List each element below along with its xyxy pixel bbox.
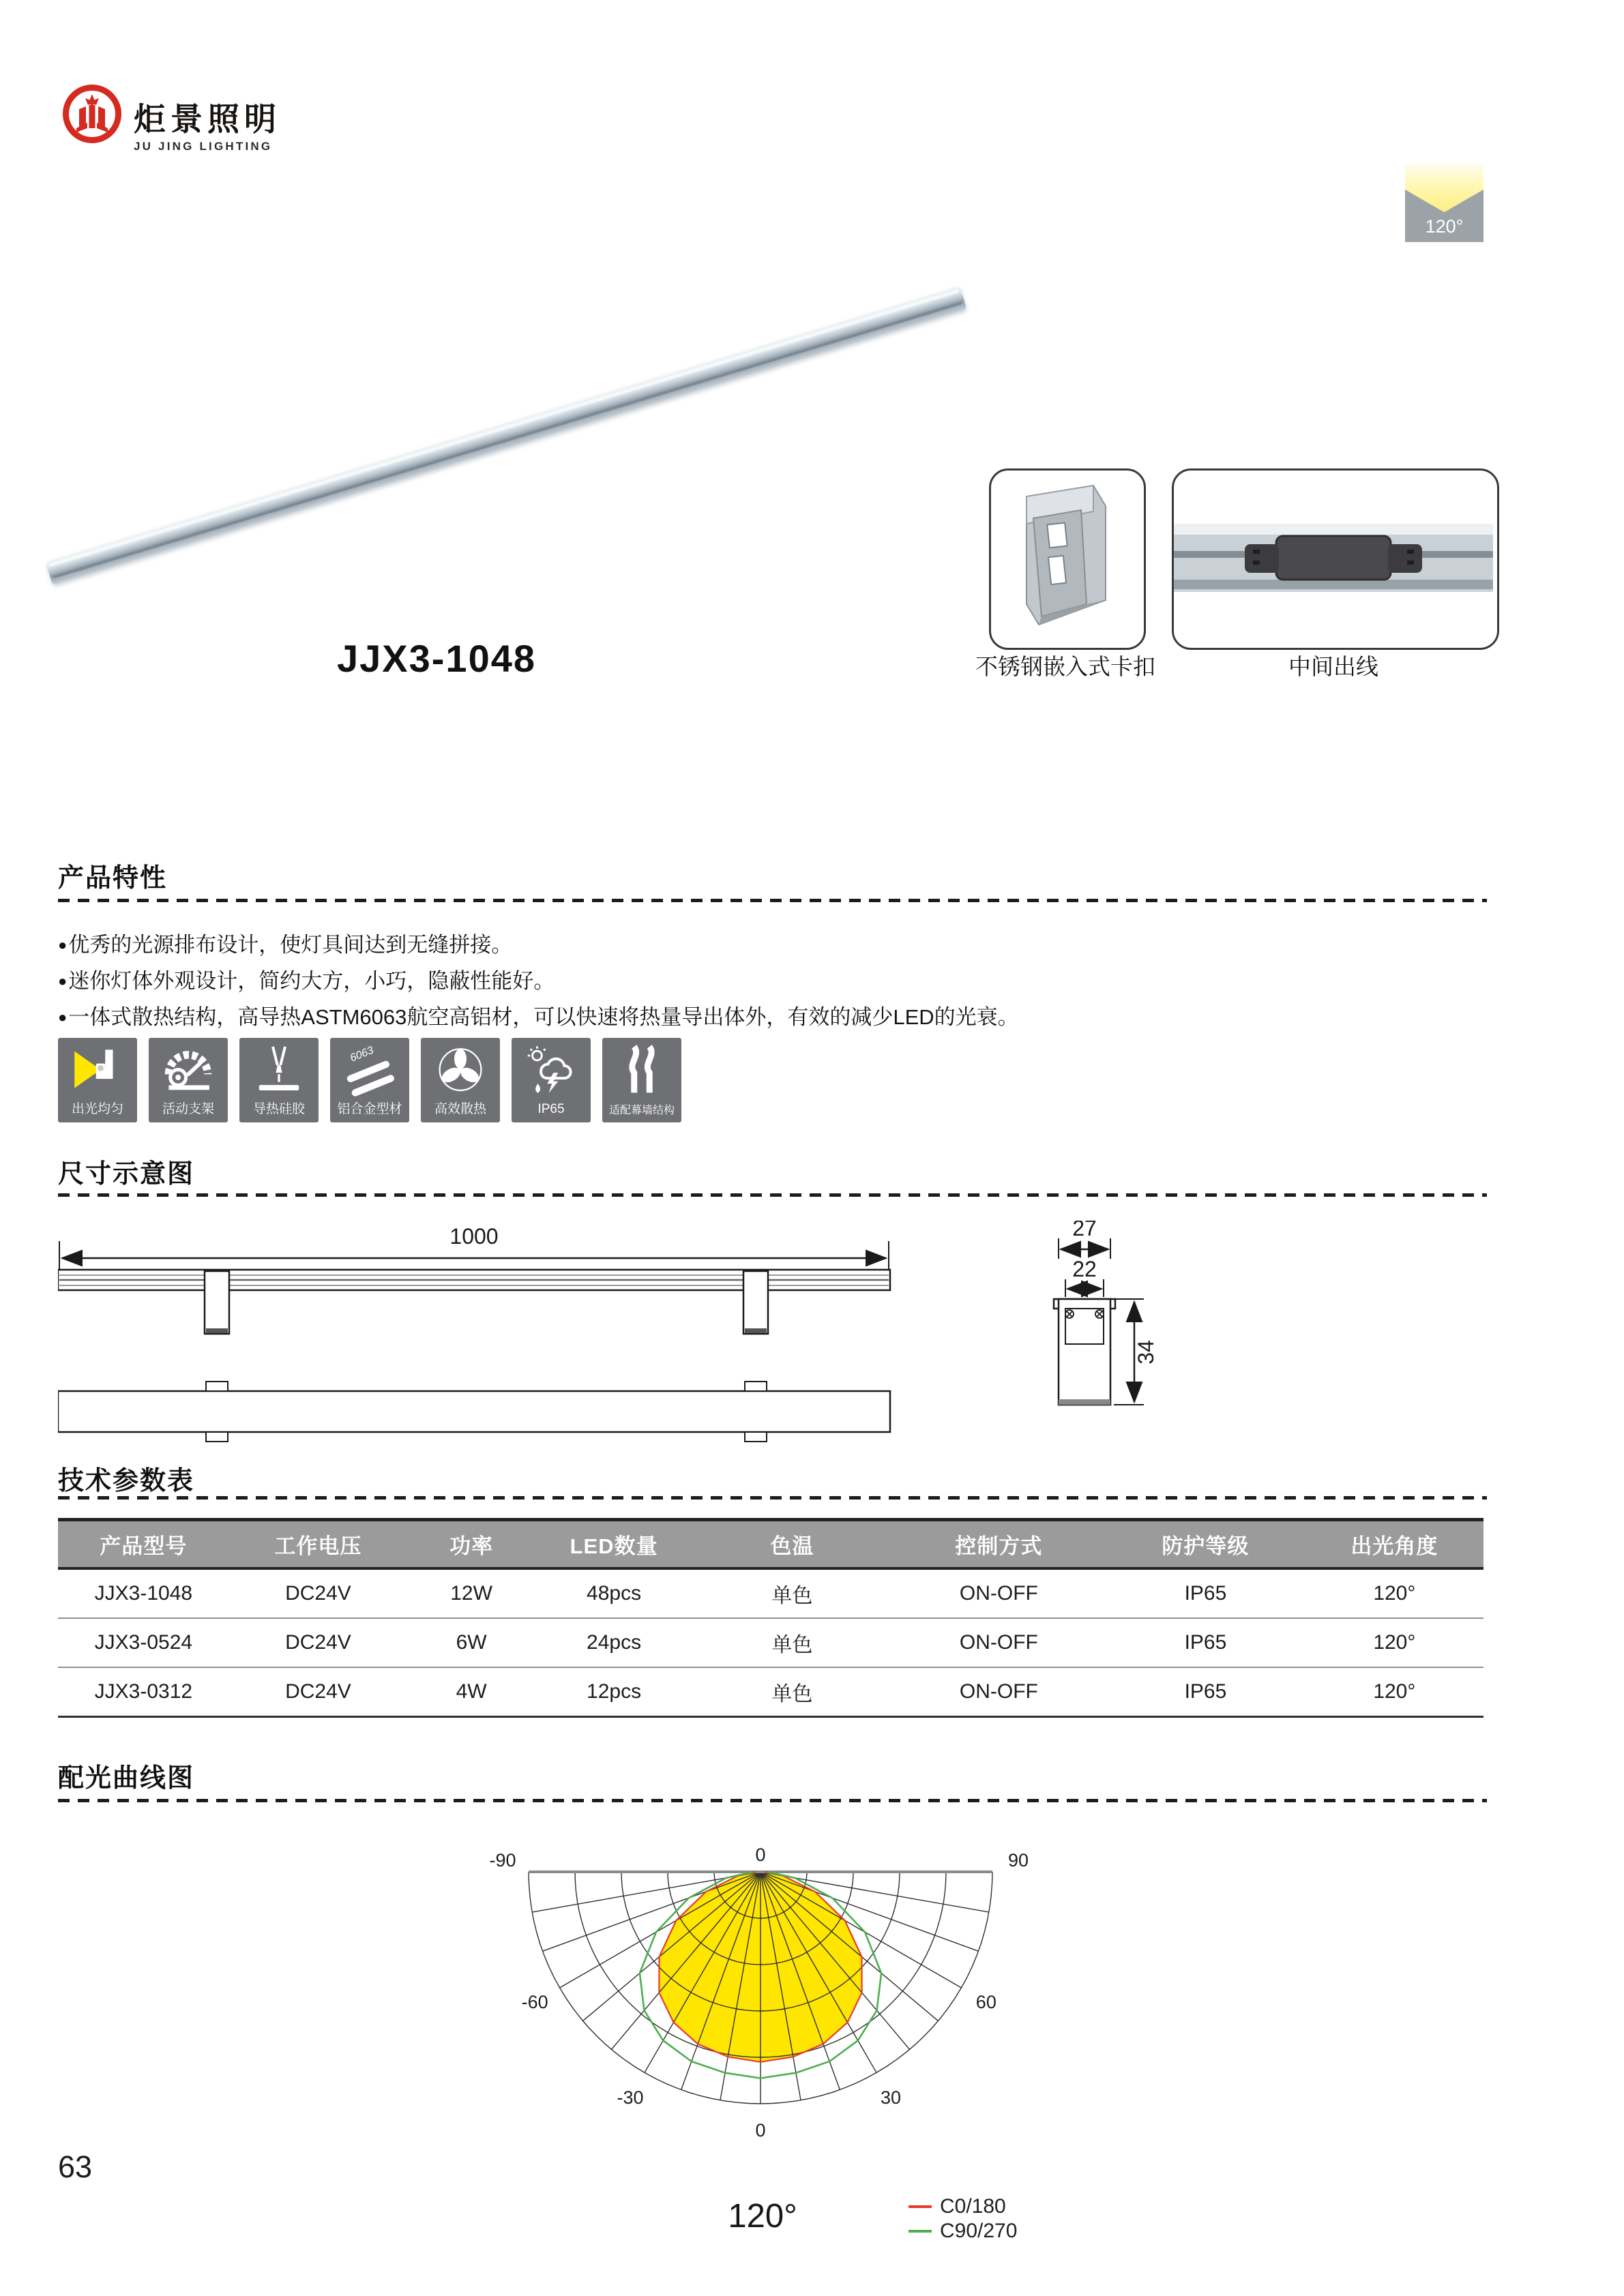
beam-angle-badge	[1405, 164, 1483, 242]
cell-model: JJX3-0312	[94, 1680, 193, 1703]
section-title-features: 产品特性	[58, 864, 168, 893]
bullet-dot-icon: ●	[58, 1009, 68, 1026]
svg-text:-90: -90	[489, 1850, 516, 1870]
cell-led-qty: 48pcs	[587, 1582, 642, 1605]
svg-text:30: 30	[880, 2087, 902, 2108]
middle-outlet-icon	[1174, 471, 1493, 644]
divider-features	[58, 899, 1487, 902]
col-header-voltage: 工作电压	[274, 1534, 362, 1558]
beam-badge-angle: 120°	[1425, 216, 1464, 237]
col-header-cct: 色温	[770, 1534, 814, 1558]
cell-power: 4W	[456, 1680, 487, 1703]
cell-led-qty: 24pcs	[587, 1631, 642, 1654]
cell-ip: IP65	[1184, 1631, 1227, 1654]
cell-ip: IP65	[1184, 1582, 1227, 1605]
cell-cct: 单色	[771, 1634, 813, 1656]
bullet-dot-icon: ●	[58, 972, 68, 989]
aluminum-profile-icon	[344, 1045, 396, 1099]
svg-text:90: 90	[1007, 1850, 1029, 1870]
detail-caption-clip: 不锈钢嵌入式卡扣	[975, 654, 1155, 679]
divider-specs	[58, 1496, 1487, 1500]
brand-name-en: JU JING LIGHTING	[134, 140, 273, 153]
table-row	[58, 1619, 1483, 1668]
tile-thermal-glue: 导热硅胶	[239, 1038, 319, 1122]
svg-text:-30: -30	[617, 2087, 644, 2108]
svg-text:22: 22	[1072, 1257, 1097, 1281]
legend-item-c90: C90/270	[909, 2219, 1017, 2243]
cell-cct: 单色	[771, 1585, 813, 1607]
tile-heat-dissipation: 高效散热	[421, 1038, 500, 1122]
cell-beam: 120°	[1373, 1631, 1416, 1654]
feature-icon-strip	[58, 1038, 681, 1122]
cell-ip: IP65	[1184, 1680, 1227, 1703]
feature-bullet-1: ●优秀的光源排布设计，使灯具间达到无缝拼接。	[58, 933, 513, 957]
cell-voltage: DC24V	[285, 1582, 351, 1605]
legend-dash-icon	[909, 2230, 932, 2233]
product-model-title: JJX3-1048	[336, 637, 536, 680]
col-header-led-qty: LED数量	[570, 1534, 658, 1558]
legend-item-c0: C0/180	[909, 2194, 1017, 2219]
beam-angle-label: 120°	[728, 2198, 797, 2235]
cell-beam: 120°	[1373, 1680, 1416, 1703]
cell-cct: 单色	[771, 1683, 813, 1705]
col-header-power: 功率	[449, 1534, 494, 1558]
cell-voltage: DC24V	[285, 1631, 351, 1654]
section-title-photometric: 配光曲线图	[58, 1764, 195, 1793]
cell-control: ON-OFF	[959, 1582, 1038, 1605]
photometric-polar-chart	[477, 1833, 1057, 2153]
detail-image-clip	[989, 468, 1146, 650]
table-row	[58, 1668, 1483, 1718]
curtain-wall-icon	[617, 1045, 666, 1099]
cell-control: ON-OFF	[959, 1680, 1038, 1703]
dimension-diagram	[58, 1221, 1487, 1456]
svg-text:60: 60	[975, 1992, 996, 2012]
tile-aluminum-profile: 6063 铝合金型材	[330, 1038, 409, 1122]
cell-control: ON-OFF	[959, 1631, 1038, 1654]
cell-power: 6W	[456, 1631, 487, 1654]
uniform-light-icon	[73, 1045, 122, 1099]
page-number: 63	[58, 2149, 93, 2184]
cell-power: 12W	[450, 1582, 492, 1605]
divider-photometric	[58, 1799, 1487, 1802]
cell-model: JJX3-1048	[94, 1582, 193, 1605]
linear-light-bar-image	[46, 286, 967, 585]
col-header-ip: 防护等级	[1162, 1534, 1250, 1558]
section-title-dimensions: 尺寸示意图	[58, 1160, 195, 1189]
spec-table	[58, 1518, 1483, 1718]
brand-logo	[63, 85, 121, 143]
cell-model: JJX3-0524	[94, 1631, 193, 1654]
cell-beam: 120°	[1373, 1582, 1416, 1605]
detail-caption-outlet: 中间出线	[1288, 654, 1378, 679]
logo-monogram-icon	[71, 93, 113, 135]
svg-text:1000: 1000	[449, 1224, 499, 1249]
weatherproof-icon	[525, 1045, 577, 1099]
cooling-fan-icon	[436, 1045, 485, 1099]
tile-adjustable-bracket: 活动支架	[149, 1038, 228, 1122]
tile-ip65: IP65	[512, 1038, 591, 1122]
cell-led-qty: 12pcs	[587, 1680, 642, 1703]
svg-text:0: 0	[755, 2120, 766, 2141]
steel-clip-icon	[991, 471, 1144, 648]
section-title-specs: 技术参数表	[58, 1467, 195, 1495]
feature-bullet-3: ●一体式散热结构，高导热ASTM6063航空高铝材，可以快速将热量导出体外，有效的减少LED的光衰。	[58, 1005, 1019, 1029]
legend-dash-icon	[909, 2205, 932, 2208]
feature-bullet-2: ●迷你灯体外观设计，简约大方，小巧，隐蔽性能好。	[58, 969, 555, 993]
table-row	[58, 1570, 1483, 1619]
spec-table-header	[58, 1518, 1483, 1570]
svg-text:-60: -60	[521, 1992, 548, 2012]
col-header-control: 控制方式	[955, 1534, 1043, 1558]
bracket-gauge-icon	[162, 1045, 214, 1099]
chart-legend	[909, 2194, 1017, 2243]
detail-image-outlet	[1172, 468, 1499, 650]
product-photo	[41, 269, 996, 603]
brand-name-cn: 炬景照明	[134, 101, 281, 137]
divider-dimensions	[58, 1193, 1487, 1197]
svg-text:34: 34	[1134, 1340, 1158, 1365]
col-header-model: 产品型号	[100, 1534, 188, 1558]
svg-text:27: 27	[1072, 1221, 1097, 1240]
cell-voltage: DC24V	[285, 1680, 351, 1703]
svg-text:6063: 6063	[348, 1045, 376, 1064]
col-header-beam: 出光角度	[1350, 1534, 1438, 1558]
svg-text:0: 0	[755, 1845, 766, 1865]
bullet-dot-icon: ●	[58, 936, 68, 953]
tile-uniform-light: 出光均匀	[58, 1038, 137, 1122]
tile-curtain-wall: 适配幕墙结构	[602, 1038, 681, 1122]
glue-dispenser-icon	[254, 1045, 304, 1099]
